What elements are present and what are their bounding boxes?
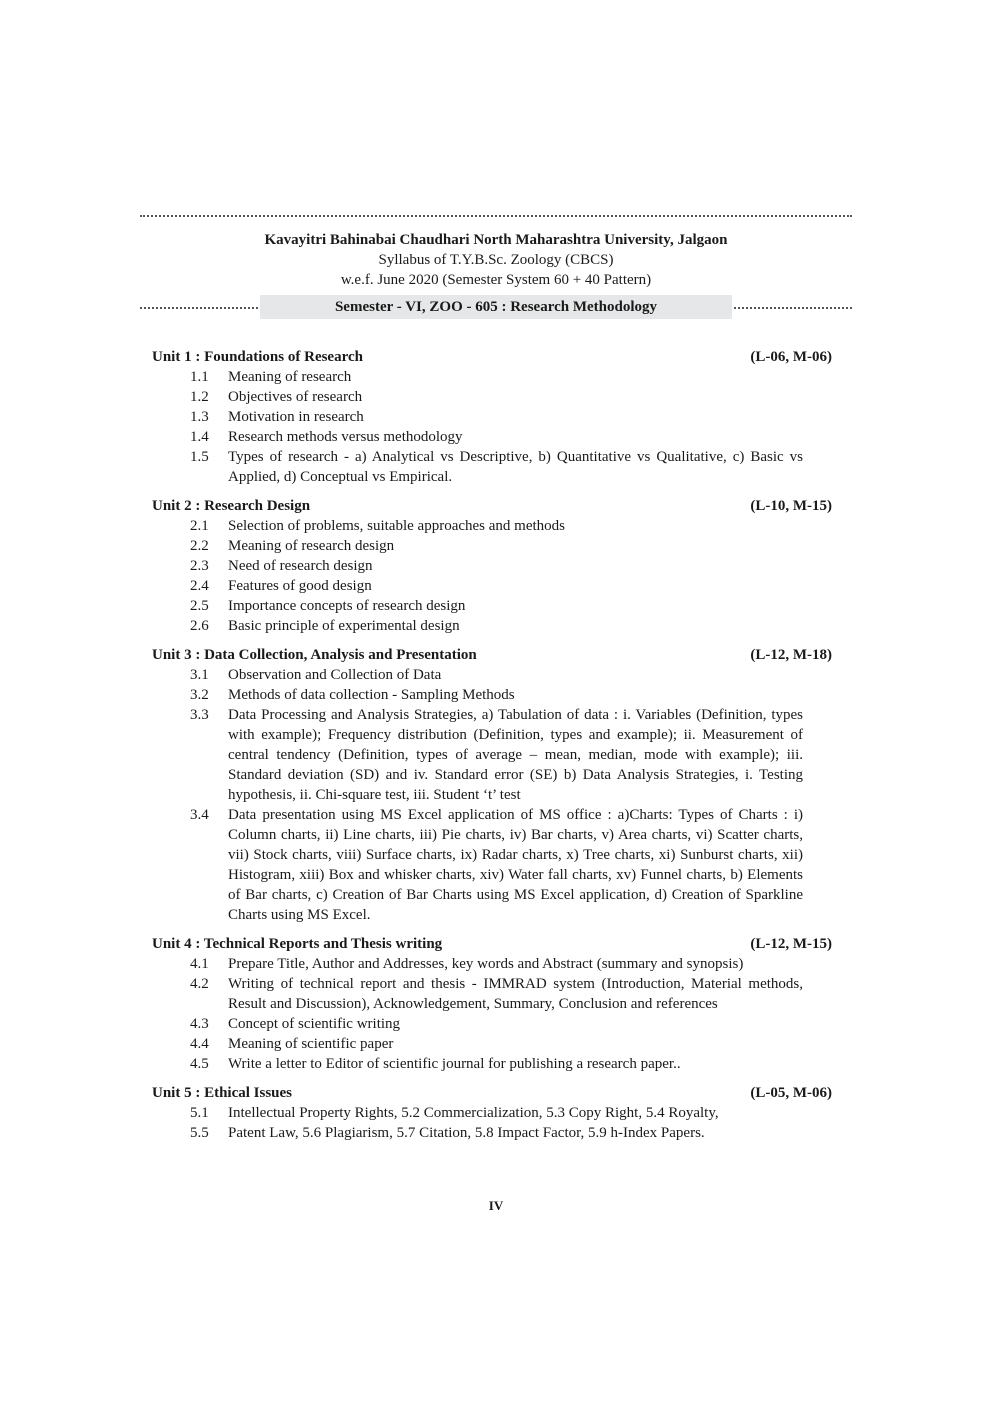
item-text: Features of good design bbox=[228, 578, 372, 594]
unit-title: Unit 1 : Foundations of Research bbox=[152, 349, 363, 365]
item-text: Observation and Collection of Data bbox=[228, 667, 442, 683]
list-item bbox=[152, 387, 832, 407]
item-number: 4.3 bbox=[190, 1016, 209, 1032]
list-item bbox=[152, 705, 832, 805]
item-number: 5.5 bbox=[190, 1125, 209, 1141]
item-text: Motivation in research bbox=[228, 409, 364, 425]
page-number: IV bbox=[488, 1198, 504, 1213]
item-number: 4.4 bbox=[190, 1036, 209, 1052]
list-item bbox=[152, 954, 832, 974]
unit-title: Unit 5 : Ethical Issues bbox=[152, 1085, 293, 1101]
item-text: Data presentation using MS Excel application of MS office : a)Charts: Types of Charts : i) Column charts, ii) Line charts, iii) Pie charts, iv) Bar charts, v) Area charts, vi) Scatter charts, vii) Stock charts, viii) Surface charts, ix) Radar charts, x) Tree charts, xi) Sunburst charts, xii) Histogram, xiii) Box and whisker charts, xiv) Water fall charts, xv) Funnel charts, b) Elements of Bar charts, c) Creation of Bar Charts using MS Excel application, d) Creation of Sparkline Charts using MS Excel. bbox=[228, 807, 803, 923]
list-item bbox=[152, 616, 832, 636]
item-number: 1.4 bbox=[190, 429, 209, 445]
item-text: Types of research - a) Analytical vs Descriptive, b) Quantitative vs Qualitative, c) Basic vs Applied, d) Conceptual vs Empirical. bbox=[228, 449, 803, 485]
unit-marks: (L-12, M-15) bbox=[750, 936, 832, 952]
list-item bbox=[152, 974, 832, 1014]
item-text: Concept of scientific writing bbox=[228, 1016, 401, 1032]
item-number: 1.1 bbox=[190, 369, 209, 385]
list-item bbox=[152, 1014, 832, 1034]
item-number: 3.2 bbox=[190, 687, 209, 703]
list-item bbox=[152, 685, 832, 705]
unit-title: Unit 2 : Research Design bbox=[152, 498, 311, 514]
item-number: 2.6 bbox=[190, 618, 209, 634]
list-item bbox=[152, 556, 832, 576]
top-dotted-rule bbox=[140, 215, 852, 217]
pattern-line: w.e.f. June 2020 (Semester System 60 + 40 Pattern) bbox=[340, 272, 652, 288]
item-number: 3.1 bbox=[190, 667, 209, 683]
list-item bbox=[152, 576, 832, 596]
unit-title: Unit 4 : Technical Reports and Thesis writing bbox=[152, 936, 443, 952]
unit-section bbox=[152, 496, 832, 636]
unit-heading bbox=[152, 347, 832, 367]
unit-section bbox=[152, 645, 832, 925]
item-number: 1.3 bbox=[190, 409, 209, 425]
item-number: 4.5 bbox=[190, 1056, 209, 1072]
list-item bbox=[152, 516, 832, 536]
list-item bbox=[152, 805, 832, 925]
list-item bbox=[152, 596, 832, 616]
item-text: Research methods versus methodology bbox=[228, 429, 463, 445]
list-item bbox=[152, 1123, 832, 1143]
unit-marks: (L-10, M-15) bbox=[750, 498, 832, 514]
university-name: Kavayitri Bahinabai Chaudhari North Maharashtra University, Jalgaon bbox=[264, 232, 728, 248]
item-number: 4.2 bbox=[190, 976, 209, 992]
unit-heading bbox=[152, 645, 832, 665]
list-item bbox=[152, 367, 832, 387]
list-item bbox=[152, 427, 832, 447]
item-number: 2.3 bbox=[190, 558, 209, 574]
unit-marks: (L-12, M-18) bbox=[750, 647, 832, 663]
item-text: Objectives of research bbox=[228, 389, 363, 405]
unit-section bbox=[152, 347, 832, 487]
unit-marks: (L-05, M-06) bbox=[750, 1085, 832, 1101]
item-text: Patent Law, 5.6 Plagiarism, 5.7 Citation, 5.8 Impact Factor, 5.9 h-Index Papers. bbox=[228, 1125, 705, 1141]
item-number: 1.2 bbox=[190, 389, 209, 405]
unit-section bbox=[152, 1083, 832, 1143]
item-text: Meaning of scientific paper bbox=[228, 1036, 394, 1052]
list-item bbox=[152, 407, 832, 427]
item-text: Importance concepts of research design bbox=[228, 598, 466, 614]
unit-heading bbox=[152, 934, 832, 954]
units-content bbox=[152, 347, 832, 1152]
item-number: 3.3 bbox=[190, 707, 209, 723]
unit-section bbox=[152, 934, 832, 1074]
item-text: Meaning of research bbox=[228, 369, 352, 385]
right-dotted-rule bbox=[734, 307, 852, 309]
list-item bbox=[152, 1034, 832, 1054]
item-number: 1.5 bbox=[190, 449, 209, 465]
item-text: Writing of technical report and thesis - IMMRAD system (Introduction, Material methods, Result and Discussion), Acknowledgement, Summary, Conclusion and references bbox=[228, 976, 803, 1012]
item-number: 3.4 bbox=[190, 807, 209, 823]
item-text: Selection of problems, suitable approaches and methods bbox=[228, 518, 565, 534]
item-number: 2.4 bbox=[190, 578, 209, 594]
item-text: Prepare Title, Author and Addresses, key words and Abstract (summary and synopsis) bbox=[228, 956, 744, 972]
unit-heading bbox=[152, 496, 832, 516]
item-number: 5.1 bbox=[190, 1105, 209, 1121]
item-text: Need of research design bbox=[228, 558, 373, 574]
left-dotted-rule bbox=[140, 307, 258, 309]
item-text: Intellectual Property Rights, 5.2 Commercialization, 5.3 Copy Right, 5.4 Royalty, bbox=[228, 1105, 719, 1121]
unit-heading bbox=[152, 1083, 832, 1103]
item-text: Methods of data collection - Sampling Methods bbox=[228, 687, 515, 703]
item-number: 2.2 bbox=[190, 538, 209, 554]
unit-marks: (L-06, M-06) bbox=[750, 349, 832, 365]
item-text: Meaning of research design bbox=[228, 538, 395, 554]
semester-banner: Semester - VI, ZOO - 605 : Research Methodology bbox=[260, 295, 732, 319]
unit-title: Unit 3 : Data Collection, Analysis and Presentation bbox=[152, 647, 477, 663]
list-item bbox=[152, 665, 832, 685]
item-text: Data Processing and Analysis Strategies, a) Tabulation of data : i. Variables (Definition, types with example); Frequency distribution (Definition, types and example); ii. Measurement of central tendency (Definition, types of average – mean, median, mode with example); iii. Standard deviation (SD) and iv. Standard error (SE) b) Data Analysis Strategies, i. Testing hypothesis, ii. Chi-square test, iii. Student ‘t’ test bbox=[228, 707, 803, 803]
syllabus-title: Syllabus of T.Y.B.Sc. Zoology (CBCS) bbox=[378, 252, 614, 268]
list-item bbox=[152, 1103, 832, 1123]
item-text: Write a letter to Editor of scientific journal for publishing a research paper.. bbox=[228, 1056, 681, 1072]
item-number: 4.1 bbox=[190, 956, 209, 972]
list-item bbox=[152, 1054, 832, 1074]
item-number: 2.1 bbox=[190, 518, 209, 534]
list-item bbox=[152, 447, 832, 487]
list-item bbox=[152, 536, 832, 556]
item-number: 2.5 bbox=[190, 598, 209, 614]
item-text: Basic principle of experimental design bbox=[228, 618, 460, 634]
